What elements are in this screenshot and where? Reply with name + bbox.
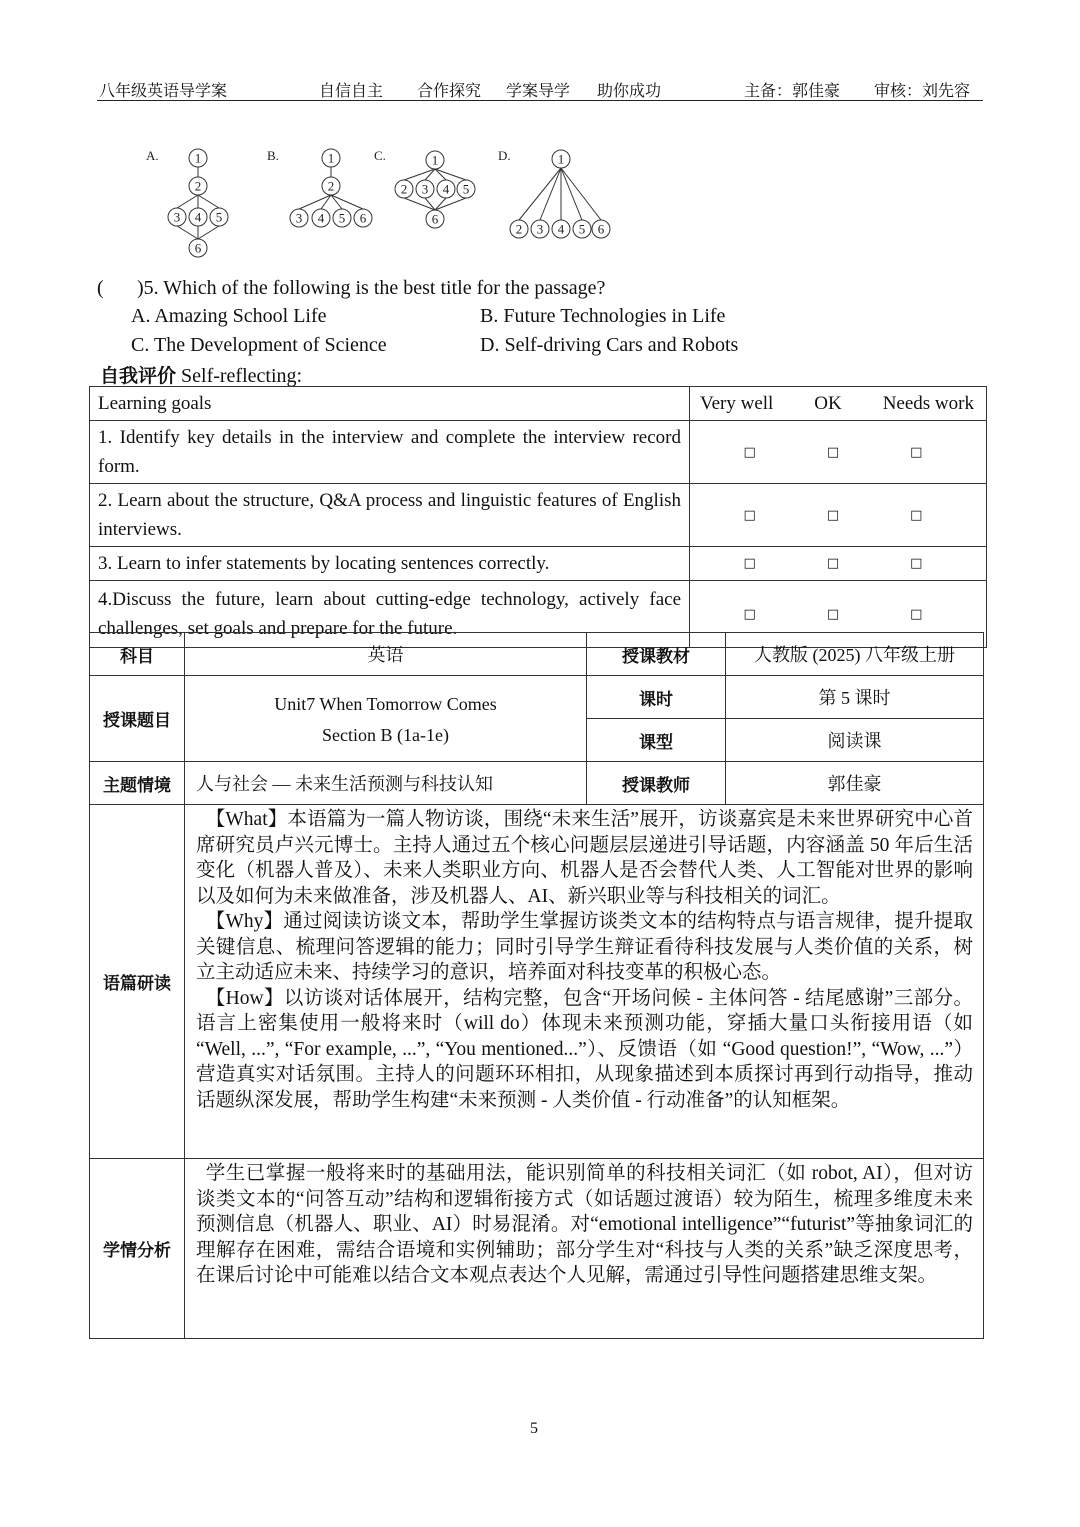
page-header xyxy=(97,74,983,101)
period-value: 第 5 课时 xyxy=(726,676,984,719)
diagram-c-node-label: 6 xyxy=(431,211,439,227)
analysis-what: 【What】本语篇为一篇人物访谈，围绕“未来生活”展开，访谈嘉宾是未来世界研究中心首席研究员卢兴元博士。主持人通过五个核心问题层层递进引导话题，内容涵盖 50 年后生活变化（机器人普及）、未来人类职业方向、机器人是否会替代人类、人工智能对世界的影响以及如何为未来做准备，涉及机器人、AI、新兴职业等与科技相关的词汇。 xyxy=(196,809,973,907)
learner-body xyxy=(185,1159,984,1339)
checkbox[interactable]: □ xyxy=(743,606,756,622)
option-b: B. Future Technologies in Life xyxy=(480,305,726,327)
diagram-label-d: D. xyxy=(498,148,511,163)
header-motto-2: 合作探究 xyxy=(417,83,482,100)
teacher-label: 授课教师 xyxy=(587,762,726,805)
topic-label: 授课题目 xyxy=(90,676,185,762)
topic-line-2: Section B (1a-1e) xyxy=(185,719,587,762)
question-5-stem: )5. Which of the following is the best title for the passage? xyxy=(137,277,606,299)
analysis-row xyxy=(90,805,984,1159)
header-author: 主备：郭佳豪 xyxy=(744,83,841,100)
topic-row xyxy=(90,676,984,719)
checkbox[interactable]: □ xyxy=(826,606,840,622)
checkbox[interactable]: □ xyxy=(743,556,756,571)
analysis-body xyxy=(185,805,984,1159)
diagram-a-node-label: 2 xyxy=(194,178,202,194)
header-reviewer: 审核：刘先容 xyxy=(874,83,971,100)
goal-text: 1. Identify key details in the interview and complete the interview record form. xyxy=(90,421,690,484)
goal-checkboxes xyxy=(690,484,987,547)
self-reflect-title xyxy=(100,361,302,388)
diagram-d-node-label: 2 xyxy=(515,221,523,237)
diagram-d-node-label: 6 xyxy=(597,221,605,237)
learner-row xyxy=(90,1159,984,1339)
option-c: C. The Development of Science xyxy=(131,334,387,356)
diagram-b-node-label: 5 xyxy=(338,210,346,226)
analysis-how: 【How】以访谈对话体展开，结构完整，包含“开场问候 - 主体问答 - 结尾感谢”三部分。语言上密集使用一般将来时（will do）体现未来预测功能，穿插大量口头衔接用语（如 “Well, ...”, “For example, ...”, “You mentioned...”）、反馈语（如 “Good question!”, “Wow, ...”）营造真实对话氛围。主持人的问题环环相扣，从现象描述到本质探讨再到行动指导，推动话题纵深发展，帮助学生构建“未来预测 - 人类价值 - 行动准备”的认知框架。 xyxy=(196,987,973,1111)
topic-line-1: Unit7 When Tomorrow Comes xyxy=(185,676,587,719)
diagram-b-node-label: 3 xyxy=(295,210,303,226)
diagram-a-node-label: 4 xyxy=(194,209,202,225)
diagram-d-node-label: 5 xyxy=(578,221,586,237)
diagram-a-node-label: 1 xyxy=(194,150,202,166)
diagram-c-node-label: 3 xyxy=(421,181,429,197)
theme-label: 主题情境 xyxy=(90,762,185,805)
type-row xyxy=(90,719,984,762)
diagram-d-node-label: 4 xyxy=(557,221,565,237)
analysis-why: 【Why】通过阅读访谈文本，帮助学生掌握访谈类文本的结构特点与语言规律，提升提取关键信息、梳理问答逻辑的能力；同时引导学生辩证看待科技发展与人类价值的关系，树立主动适应未来、持续学习的意识，培养面对科技变革的积极心态。 xyxy=(196,911,973,983)
checkbox[interactable]: □ xyxy=(910,507,923,523)
diagram-c-node-label: 1 xyxy=(431,152,439,168)
diagram-c-node-label: 5 xyxy=(462,181,470,197)
goal-checkboxes xyxy=(690,421,987,484)
theme-row xyxy=(90,762,984,805)
goal-checkboxes xyxy=(690,547,987,581)
level-very-well: Very well xyxy=(700,392,774,414)
diagram-b-node-label: 4 xyxy=(317,210,325,226)
type-label: 课型 xyxy=(587,719,726,762)
page-number: 5 xyxy=(530,1420,538,1437)
diagram-b-node-label: 6 xyxy=(359,210,367,226)
structure-diagrams xyxy=(140,142,620,262)
header-motto-3: 学案导学 xyxy=(506,83,571,100)
levels-header xyxy=(690,387,987,421)
header-title: 八年级英语导学案 xyxy=(99,83,228,100)
diagram-label-b: B. xyxy=(267,148,279,163)
checkbox[interactable]: □ xyxy=(910,606,923,622)
level-ok: OK xyxy=(814,392,842,414)
self-reflect-header-row xyxy=(90,387,987,421)
diagram-c-node-label: 2 xyxy=(400,181,408,197)
analysis-label: 语篇研读 xyxy=(90,805,185,1159)
textbook-value: 人教版 (2025) 八年级上册 xyxy=(726,633,984,676)
subject-row xyxy=(90,633,984,676)
goal-text: 4.Discuss the future, learn about cutting-edge technology, actively face challenges, set goals and prepare for the future. xyxy=(90,581,690,648)
goal-text: 2. Learn about the structure, Q&A process and linguistic features of English interviews. xyxy=(90,484,690,547)
diagram-label-a: A. xyxy=(146,148,159,163)
diagram-a-node-label: 5 xyxy=(215,209,223,225)
diagram-d-node-label: 1 xyxy=(557,151,565,167)
diagram-a-node-label: 6 xyxy=(194,240,202,256)
header-motto-4: 助你成功 xyxy=(597,83,662,100)
checkbox[interactable]: □ xyxy=(826,507,840,523)
option-a: A. Amazing School Life xyxy=(131,305,327,327)
answer-paren[interactable]: ( xyxy=(97,277,104,299)
learner-label: 学情分析 xyxy=(90,1159,185,1339)
checkbox[interactable]: □ xyxy=(743,444,756,460)
diagram-b-node-label: 1 xyxy=(327,150,335,166)
level-needs-work: Needs work xyxy=(882,392,974,414)
subject-value: 英语 xyxy=(185,633,587,676)
learner-text: 学生已掌握一般将来时的基础用法，能识别简单的科技相关词汇（如 robot, AI），但对访谈类文本的“问答互动”结构和逻辑衔接方式（如话题过渡语）较为陌生，梳理多维度未来预测信息（机器人、职业、AI）时易混淆。对“emotional intelligence”“futurist”等抽象词汇的理解存在困难，需结合语境和实例辅助；部分学生对“科技与人类的关系”缺乏深度思考，在课后讨论中可能难以结合文本观点表达个人见解，需通过引导性问题搭建思维支架。 xyxy=(196,1163,973,1286)
option-d: D. Self-driving Cars and Robots xyxy=(480,334,739,356)
goal-row xyxy=(90,484,987,547)
header-motto-1: 自信自主 xyxy=(319,83,384,100)
goal-text: 3. Learn to infer statements by locating sentences correctly. xyxy=(90,547,690,581)
type-value: 阅读课 xyxy=(726,719,984,762)
self-reflect-title-en: Self-reflecting: xyxy=(181,365,303,387)
checkbox[interactable]: □ xyxy=(910,444,923,460)
self-reflect-table xyxy=(89,386,987,648)
diagram-c-node-label: 4 xyxy=(442,181,450,197)
lesson-info-table xyxy=(89,632,984,1339)
goal-row xyxy=(90,547,987,581)
checkbox[interactable]: □ xyxy=(910,556,923,571)
diagram-b-node-label: 2 xyxy=(327,178,335,194)
teacher-value: 郭佳豪 xyxy=(726,762,984,805)
checkbox[interactable]: □ xyxy=(743,507,756,523)
checkbox[interactable]: □ xyxy=(826,556,840,571)
period-label: 课时 xyxy=(587,676,726,719)
learning-goals-header: Learning goals xyxy=(90,387,690,421)
diagram-d-node-label: 3 xyxy=(536,221,544,237)
diagram-a-node-label: 3 xyxy=(173,209,181,225)
theme-value: 人与社会 — 未来生活预测与科技认知 xyxy=(185,762,587,805)
subject-label: 科目 xyxy=(90,633,185,676)
diagram-label-c: C. xyxy=(374,148,386,163)
textbook-label: 授课教材 xyxy=(587,633,726,676)
goal-row xyxy=(90,421,987,484)
checkbox[interactable]: □ xyxy=(826,444,840,460)
self-reflect-title-cn: 自我评价 xyxy=(100,365,177,387)
